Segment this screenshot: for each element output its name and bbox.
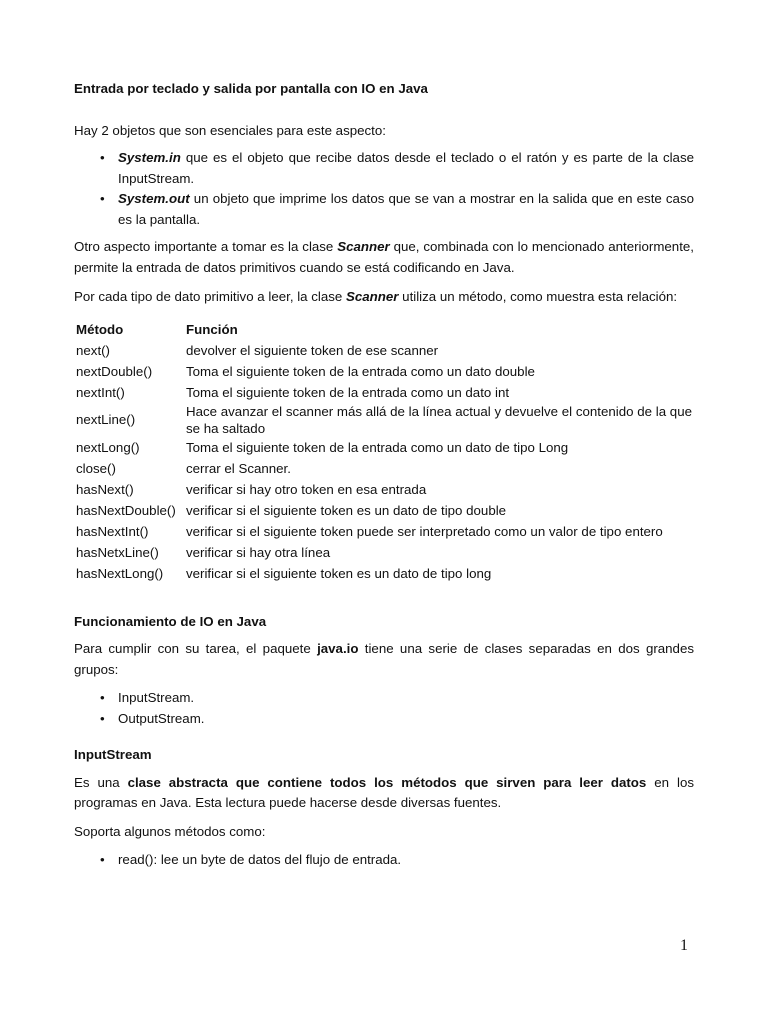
io-paragraph xyxy=(74,639,694,680)
function-header: Función xyxy=(186,321,238,337)
system-in-text: que es el objeto que recibe datos desde el teclado o el ratón y es parte de la clase InputStream. xyxy=(118,150,694,186)
io-text-after: tiene una serie de clases separadas en dos grandes grupos: xyxy=(74,641,694,677)
table-row xyxy=(74,361,694,382)
document-content xyxy=(74,79,694,871)
inputstream-paragraph xyxy=(74,773,694,814)
function-cell: verificar si hay otra línea xyxy=(186,544,331,560)
scanner-text-after: que, combinada con lo mencionado anteriormente, permite la entrada de datos primitivos cuando se está codificando en Java. xyxy=(74,239,694,275)
method-cell: nextDouble() xyxy=(76,363,153,379)
methods-table xyxy=(74,319,694,584)
supports-paragraph: Soporta algunos métodos como: xyxy=(74,823,266,839)
method-cell: close() xyxy=(76,460,116,476)
function-cell: cerrar el Scanner. xyxy=(186,460,291,476)
inputstream-text-after: en los programas en Java. Esta lectura puede hacerse desde diversas fuentes. xyxy=(74,774,694,810)
group-label: InputStream. xyxy=(118,690,195,705)
bullet-icon: • xyxy=(100,690,105,705)
method-cell: hasNext() xyxy=(76,481,134,497)
table-row xyxy=(74,563,694,584)
io-text-before: Para cumplir con su tarea, el paquete xyxy=(74,641,318,656)
function-cell: verificar si el siguiente token es un dato de tipo double xyxy=(186,502,507,518)
function-cell: verificar si hay otro token en esa entrada xyxy=(186,481,427,497)
scanner-text-before: Otro aspecto importante a tomar es la clase xyxy=(74,239,338,254)
intro-paragraph: Hay 2 objetos que son esenciales para este aspecto: xyxy=(74,122,386,138)
method-cell: next() xyxy=(76,342,110,358)
table-row xyxy=(74,340,694,361)
list-item xyxy=(74,189,694,230)
page-title: Entrada por teclado y salida por pantalla con IO en Java xyxy=(74,81,428,96)
list-item xyxy=(74,850,694,871)
scanner-paragraph xyxy=(74,237,694,278)
section-title-inputstream: InputStream xyxy=(74,747,152,762)
function-cell: devolver el siguiente token de ese scanner xyxy=(186,342,439,358)
system-out-term: System.out xyxy=(118,191,190,206)
methods-scanner-term: Scanner xyxy=(346,289,399,304)
method-cell: hasNextDouble() xyxy=(76,502,176,518)
method-cell: nextLong() xyxy=(76,439,140,455)
inputstream-text-before: Es una xyxy=(74,774,128,790)
function-cell: verificar si el siguiente token es un dato de tipo long xyxy=(186,565,492,581)
system-in-term: System.in xyxy=(118,150,181,165)
method-cell: hasNextLong() xyxy=(76,565,164,581)
methods-paragraph xyxy=(74,287,694,308)
function-cell: Toma el siguiente token de la entrada como un dato double xyxy=(186,363,535,379)
supported-method-label: read(): lee un byte de datos del flujo de entrada. xyxy=(118,852,402,867)
function-cell: Hace avanzar el scanner más allá de la línea actual y devuelve el contenido de la que se ha saltado xyxy=(186,403,692,436)
table-row xyxy=(74,500,694,521)
supported-methods-list xyxy=(74,850,694,871)
table-row xyxy=(74,382,694,403)
section-title-io: Funcionamiento de IO en Java xyxy=(74,613,267,629)
groups-list xyxy=(74,688,694,729)
method-cell: nextLine() xyxy=(76,412,136,427)
table-row xyxy=(74,521,694,542)
table-row xyxy=(74,437,694,458)
group-label: OutputStream. xyxy=(118,710,205,726)
page-number: 1 xyxy=(680,937,688,954)
list-item xyxy=(74,688,694,709)
method-cell: hasNetxLine() xyxy=(76,544,159,560)
objects-list xyxy=(74,148,694,230)
bullet-icon: • xyxy=(100,191,105,206)
function-cell: Toma el siguiente token de la entrada como un dato de tipo Long xyxy=(186,439,569,455)
methods-text-before: Por cada tipo de dato primitivo a leer, la clase xyxy=(74,289,346,304)
scanner-term: Scanner xyxy=(337,239,390,254)
bullet-icon: • xyxy=(100,852,105,867)
methods-text-after: utiliza un método, como muestra esta relación: xyxy=(398,289,678,304)
system-out-text: un objeto que imprime los datos que se van a mostrar en la salida que en este caso es la pantalla. xyxy=(118,191,694,227)
table-row xyxy=(74,403,694,437)
method-cell: hasNextInt() xyxy=(76,523,149,539)
abstract-class-term: clase abstracta que contiene todos los métodos que sirven para leer datos xyxy=(127,774,647,790)
bullet-icon: • xyxy=(100,150,105,165)
java-io-term: java.io xyxy=(317,641,359,656)
table-header-row xyxy=(74,319,694,340)
table-row xyxy=(74,479,694,500)
table-row xyxy=(74,542,694,563)
list-item xyxy=(74,148,694,189)
method-cell: nextInt() xyxy=(76,384,125,400)
function-cell: verificar si el siguiente token puede ser interpretado como un valor de tipo entero xyxy=(186,523,663,539)
method-header: Método xyxy=(76,321,124,337)
function-cell: Toma el siguiente token de la entrada como un dato int xyxy=(186,384,510,400)
bullet-icon: • xyxy=(100,710,105,726)
list-item xyxy=(74,709,694,730)
table-row xyxy=(74,458,694,479)
